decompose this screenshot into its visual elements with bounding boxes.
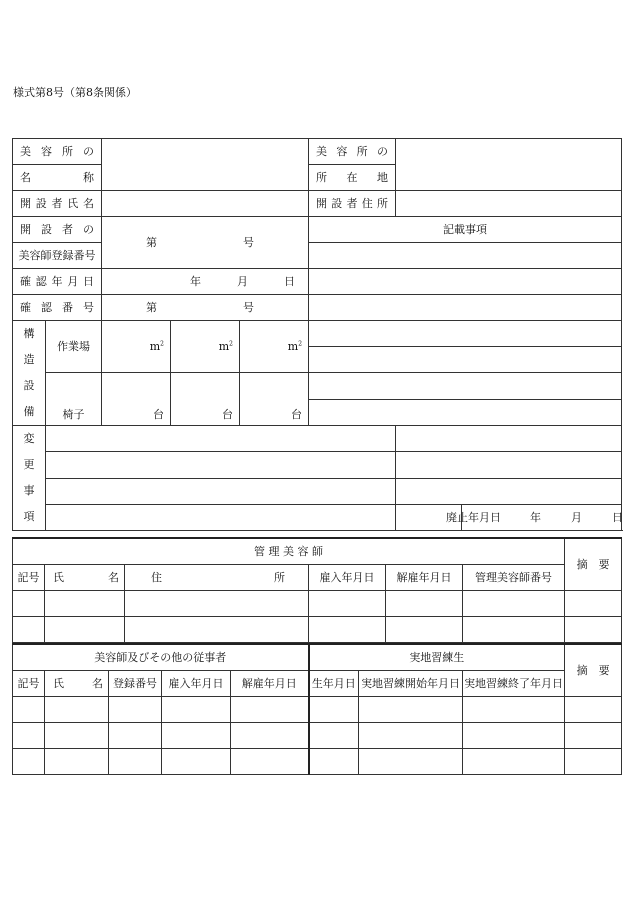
confirm-number-label: 確認番号 <box>13 295 102 321</box>
chair-count-3[interactable]: 台 <box>240 373 309 426</box>
closure-date-label: 廃止年月日 <box>396 504 462 530</box>
col-training-start-header: 実地習練開始年月日 <box>359 670 463 696</box>
staff-table <box>12 643 622 775</box>
col-reg-number-header: 登録番号 <box>109 670 162 696</box>
salon-register-table <box>12 138 622 531</box>
workplace-label: 作業場 <box>46 321 102 373</box>
salon-name-field[interactable] <box>102 139 309 191</box>
staff-notes-header: 摘 要 <box>565 644 622 696</box>
year-text: 年 <box>190 275 201 288</box>
structure-label: 構 造 設 備 <box>13 321 46 426</box>
salon-name-label: 美容所の <box>13 139 102 165</box>
manager-notes-header: 摘 要 <box>565 538 622 590</box>
salon-address-field[interactable] <box>396 139 622 191</box>
col-name-header: 氏 名 <box>45 564 125 590</box>
go-text: 号 <box>243 236 254 249</box>
workplace-area-3[interactable]: $m^2$ <box>240 321 309 373</box>
founder-address-label: 開設者住所 <box>309 191 396 217</box>
col-birth-header: 生年月日 <box>309 670 359 696</box>
col-hired-header: 雇入年月日 <box>309 564 386 590</box>
entry-row[interactable] <box>309 243 622 269</box>
table-row <box>13 696 622 722</box>
col-mark-header: 記号 <box>13 564 45 590</box>
chair-count-1[interactable]: 台 <box>102 373 171 426</box>
founder-address-field[interactable] <box>396 191 622 217</box>
change-row[interactable] <box>46 452 396 478</box>
chair-label: 椅子 <box>46 373 102 426</box>
dai-text: 第 <box>146 301 157 314</box>
table-row <box>13 748 622 774</box>
salon-address-label-2: 所在地 <box>309 165 396 191</box>
dai-text: 第 <box>146 236 157 249</box>
col-mark-header: 記号 <box>13 670 45 696</box>
entry-row[interactable] <box>309 321 622 347</box>
manager-section-title: 管 理 美 容 師 <box>13 538 565 564</box>
manager-table <box>12 537 622 643</box>
entry-row[interactable] <box>309 269 622 295</box>
form-title: 様式第8号（第8条関係） <box>13 86 137 99</box>
change-row[interactable] <box>46 426 396 452</box>
staff-section-title: 美容師及びその他の従事者 <box>13 644 309 670</box>
entry-row[interactable] <box>396 426 622 452</box>
table-row <box>13 590 622 616</box>
go-text: 号 <box>243 301 254 314</box>
founder-reg-label: 開設者の <box>13 217 102 243</box>
col-dismissed-header: 解雇年月日 <box>386 564 463 590</box>
table-row <box>13 616 622 642</box>
col-training-end-header: 実地習練終了年月日 <box>463 670 565 696</box>
month-text: 月 <box>571 510 583 524</box>
col-mgr-number-header: 管理美容師番号 <box>463 564 565 590</box>
change-items-label: 変 更 事 項 <box>13 426 46 531</box>
change-row[interactable] <box>46 478 396 504</box>
confirm-date-field[interactable] <box>102 269 309 295</box>
workplace-area-2[interactable]: $m^2$ <box>171 321 240 373</box>
entry-row[interactable] <box>309 400 622 426</box>
trainee-section-title: 実地習練生 <box>309 644 565 670</box>
entry-row[interactable] <box>396 452 622 478</box>
entry-row[interactable] <box>309 295 622 321</box>
table-row <box>13 722 622 748</box>
day-text: 日 <box>284 275 295 288</box>
confirm-date-label: 確認年月日 <box>13 269 102 295</box>
col-hired-header: 雇入年月日 <box>162 670 231 696</box>
col-name-header: 氏 名 <box>45 670 109 696</box>
workplace-area-1[interactable]: $m^2$ <box>102 321 171 373</box>
month-text: 月 <box>237 275 248 288</box>
chair-count-2[interactable]: 台 <box>171 373 240 426</box>
founder-reg-label-2: 美容師登録番号 <box>13 243 102 269</box>
salon-name-label-2: 名称 <box>13 165 102 191</box>
change-row[interactable] <box>46 504 396 530</box>
entry-header: 記載事項 <box>309 217 622 243</box>
entry-row[interactable] <box>309 373 622 400</box>
founder-name-field[interactable] <box>102 191 309 217</box>
salon-address-label: 美容所の <box>309 139 396 165</box>
confirm-number-field[interactable] <box>102 295 309 321</box>
founder-name-label: 開設者氏名 <box>13 191 102 217</box>
entry-row[interactable] <box>396 478 622 504</box>
day-text: 日 <box>612 510 624 524</box>
closure-date-field[interactable] <box>462 504 622 530</box>
entry-row[interactable] <box>309 347 622 373</box>
col-address-header: 住 所 <box>125 564 309 590</box>
col-dismissed-header: 解雇年月日 <box>231 670 309 696</box>
year-text: 年 <box>530 510 542 524</box>
founder-reg-field[interactable] <box>102 217 309 269</box>
